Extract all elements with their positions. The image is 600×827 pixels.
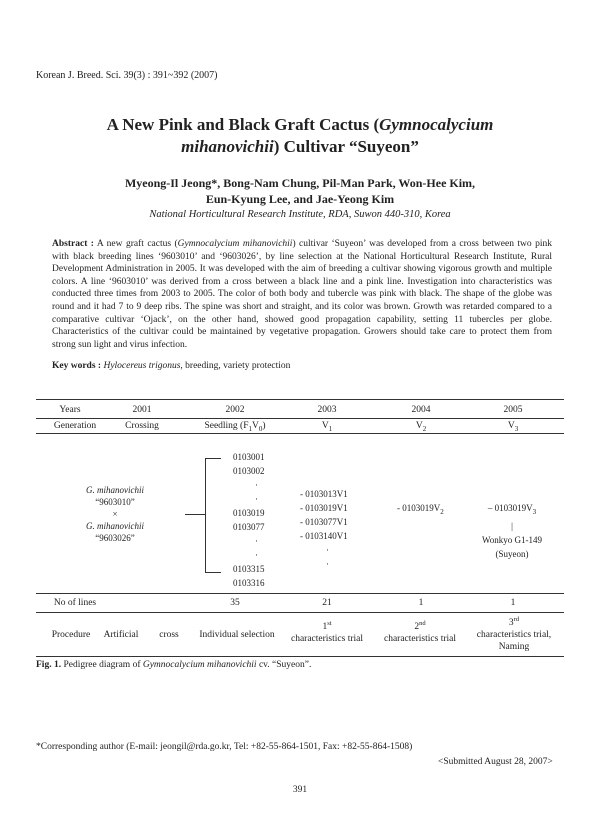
generation-cell: Crossing (125, 421, 159, 431)
list-item: · (255, 480, 258, 490)
v3-line: – $0103019V_3$ (487, 503, 537, 516)
procedure-2002: Individual selection (199, 630, 275, 640)
paper-title (60, 114, 540, 158)
cross-symbol: × (112, 509, 118, 519)
v2-line: - $0103019V_2$ (397, 503, 444, 516)
caption-species: Gymnocalycium mihanovichii (142, 660, 257, 670)
seedling-list (233, 450, 293, 590)
affiliation: National Horticultural Research Institute, RDA, Suwon 440-310, Korea (149, 209, 451, 220)
authors-line2: Eun-Kyung Lee, and Jae-Yeong Kim (205, 192, 395, 206)
v3-connector: | (511, 520, 513, 531)
keywords-rest: , breeding, variety protection (180, 361, 291, 371)
table-bottom-rule (36, 656, 564, 657)
table-generation-rule (36, 433, 564, 434)
procedure-2005: 3rd characteristics trial, Naming (476, 616, 552, 653)
bracket-bottom (205, 572, 221, 573)
list-item: 0103001 (233, 452, 265, 462)
parent1-line: “9603010” (95, 497, 135, 507)
year-cell: 2002 (225, 405, 245, 415)
abstract-species: Gymnocalycium mihanovichii (177, 239, 293, 249)
list-item: 0103019 (233, 508, 265, 518)
list-item: · (326, 559, 329, 569)
table-lines-rule (36, 612, 564, 613)
lines-count: 1 (510, 598, 516, 608)
title-part1: A New Pink and Black Graft Cactus ( (106, 115, 380, 134)
title-part2: ) Cultivar “Suyeon” (273, 137, 419, 156)
list-item: - 0103140V1 (300, 531, 348, 541)
v3-block (472, 501, 552, 561)
bracket-vertical (205, 458, 206, 572)
list-item: · (255, 536, 258, 546)
table-header-rule (36, 418, 564, 419)
lines-count: 21 (322, 598, 332, 608)
generation-cell: Seedling $(F_1V_0)$ (204, 421, 266, 433)
list-item: - 0103019V1 (300, 503, 348, 513)
abstract (52, 238, 552, 351)
caption-label: Fig. 1. (36, 660, 62, 670)
abstract-label: Abstract : (52, 239, 94, 249)
year-cell: 2001 (132, 405, 152, 415)
list-item: · (255, 550, 258, 560)
generation-cell: $V_3$ (507, 421, 519, 433)
list-item: · (326, 545, 329, 555)
list-item: 0103315 (233, 564, 265, 574)
years-label: Years (59, 405, 81, 415)
parent1-species: G. mihanovichii (86, 485, 144, 495)
procedure-2001b: cross (159, 630, 179, 640)
list-item: 0103002 (233, 466, 265, 476)
table-body-rule (36, 593, 564, 594)
year-cell: 2005 (503, 405, 523, 415)
bracket-top (205, 458, 221, 459)
lines-count: 1 (418, 598, 424, 608)
year-cell: 2004 (411, 405, 431, 415)
abstract-s2: ) cultivar ‘Suyeon’ was developed from a cross between two pink with black breeding lines ‘9603010’ and ‘9603026’, by line selection at the National Horticultural Research Institute, Rural Development Administration in 2005. It was developed with the aim of breeding a cultivar showing vigorous growth and multiple colors. A line ‘9603010’ was derived from a cross between a black line and a pink line. Investigation into characteristics was conducted three times from 2003 to 2005. The color of both body and tubercle was pink with black. The shape of the globe was round and it had 7 to 9 deep ribs. The spine was short and straight, and its color was brown. Growth was retarded compared to a comparative cultivar ‘Ojack’, on the other hand, showed good propagation capability, setting 11 tubercles per globe. Characteristics of the cultivar could be maintained by vegetative propagation. Growers should take care to protect them from strong sun light and virus infection. (52, 239, 553, 350)
list-item: - 0103013V1 (300, 489, 348, 499)
year-cell: 2003 (317, 405, 337, 415)
abstract-s1: A new graft cactus ( (93, 239, 178, 249)
list-item: · (255, 494, 258, 504)
author-list (100, 175, 500, 207)
procedure-2001a: Artificial (103, 630, 139, 640)
table-top-rule (36, 399, 564, 400)
authors-line1: Myeong-Il Jeong*, Bong-Nam Chung, Pil-Man Park, Won-Hee Kim, (124, 176, 476, 190)
list-item: 0103077 (233, 522, 265, 532)
corresponding-author-footnote: *Corresponding author (E-mail: jeongil@rda.go.kr, Tel: +82-55-864-1501, Fax: +82-55-864-1508) (36, 742, 413, 752)
final-name: Wonkyo G1-149 (481, 534, 543, 545)
generation-label: Generation (53, 421, 97, 431)
submission-date: <Submitted August 28, 2007> (438, 757, 553, 767)
title-species: Gymnocalycium mihanovichii (181, 115, 494, 156)
journal-reference: Korean J. Breed. Sci. 39(3) : 391~392 (2007) (36, 70, 218, 81)
list-item: 0103316 (233, 578, 265, 588)
parent2-species: G. mihanovichii (86, 521, 144, 531)
list-item: - 0103077V1 (300, 517, 348, 527)
procedure-2003: 1st characteristics trial (290, 620, 363, 645)
keywords (52, 361, 290, 371)
procedure-label: Procedure (51, 630, 91, 640)
bracket-stem (185, 514, 205, 515)
lines-count: 35 (230, 598, 240, 608)
final-cultivar: (Suyeon) (495, 548, 529, 559)
no-of-lines-label: No of lines (53, 598, 97, 608)
figure-caption: Fig. 1. Pedigree diagram of Gymnocalycium mihanovichii cv. “Suyeon”. (36, 660, 312, 670)
v1-list (300, 487, 380, 571)
page-number: 391 (292, 785, 308, 795)
keywords-label: Key words : (52, 361, 102, 371)
keyword-species: Hylocereus trigonus (103, 361, 181, 371)
procedure-2004: 2nd characteristics trial (383, 620, 456, 645)
generation-cell: $V_2$ (415, 421, 427, 433)
generation-cell: $V_1$ (321, 421, 333, 433)
parent-lines (70, 484, 160, 544)
parent2-line: “9603026” (95, 533, 135, 543)
